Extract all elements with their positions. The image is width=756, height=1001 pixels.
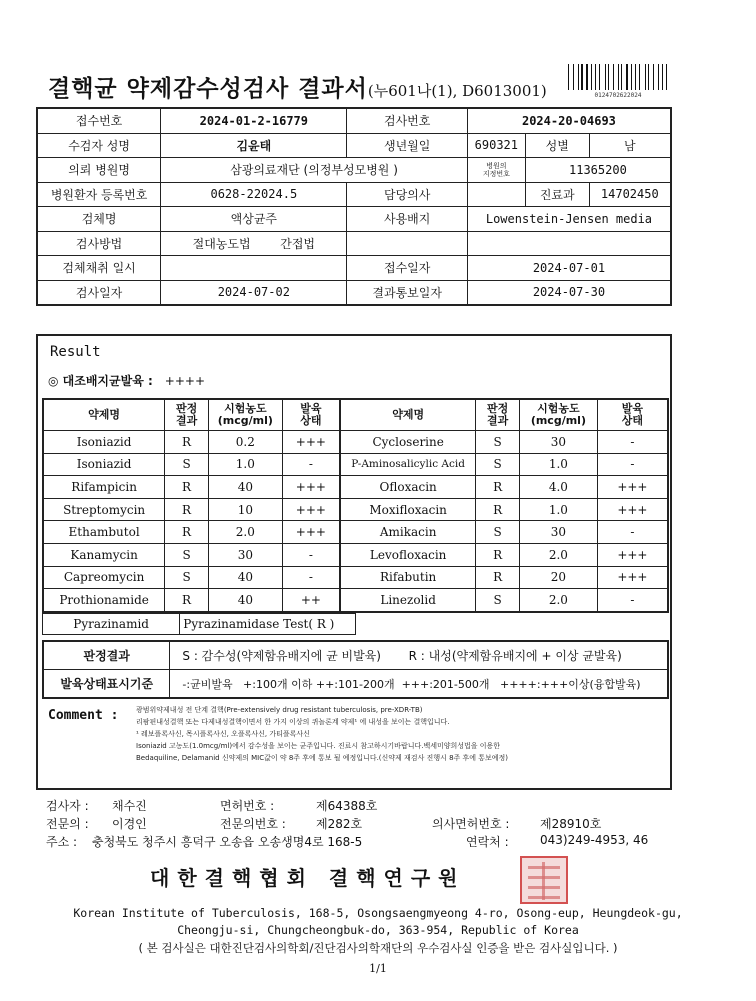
judge-values <box>170 641 668 670</box>
birth-label: 생년월일 <box>347 133 467 158</box>
doctor-label: 담당의사 <box>347 182 467 207</box>
cell-conc: 1.0 <box>208 453 282 476</box>
cell-growth: +++ <box>282 498 340 521</box>
table-row <box>43 476 668 499</box>
specimen-value: 액상균주 <box>161 207 347 232</box>
cell-judge: R <box>476 498 520 521</box>
judge-s: S : 감수성(약제함유배지에 균 비발육) <box>182 649 381 663</box>
cell-conc: 2.0 <box>520 589 598 612</box>
drug-table <box>42 398 669 613</box>
method-label: 검사방법 <box>37 231 161 256</box>
table-row <box>43 431 668 454</box>
col-drug-2: 약제명 <box>340 399 476 431</box>
control-growth <box>48 372 205 389</box>
cell-drug: Moxifloxacin <box>340 498 476 521</box>
pza-label: Pyrazinamid <box>43 614 180 635</box>
growth-std-label: 발육상태표시기준 <box>43 670 170 699</box>
cell-drug: Isoniazid <box>43 431 165 454</box>
collect-date-label: 검체채취 일시 <box>37 256 161 281</box>
control-growth-label: ◎ 대조배지균발육 : <box>48 374 153 388</box>
receipt-no-value: 2024-01-2-16779 <box>161 108 347 133</box>
cell-judge: R <box>476 476 520 499</box>
sex-label: 성별 <box>525 133 589 158</box>
cell-growth: +++ <box>282 476 340 499</box>
cell-drug: Prothionamide <box>43 589 165 612</box>
table-row <box>43 543 668 566</box>
dept-value: 14702450 <box>589 182 671 207</box>
control-growth-value: ++++ <box>164 374 205 388</box>
method-blank <box>347 231 467 256</box>
col-judge-2: 판정 결과 <box>476 399 520 431</box>
cell-drug: Levofloxacin <box>340 543 476 566</box>
comment-line-3: ¹ 레보플록사신, 목시플록사신, 오플록사신, 가티플록사신 <box>136 730 310 738</box>
specialist-name: 이경인 <box>112 817 147 831</box>
table-row <box>43 589 668 612</box>
hospital-code-label: 병원의 지정번호 <box>467 158 525 183</box>
cell-judge: S <box>165 453 209 476</box>
cell-conc: 20 <box>520 566 598 589</box>
institute-address-en-2: Cheongju-si, Chungcheongbuk-do, 363-954, Republic of Korea <box>177 923 579 937</box>
doctor-license-label: 의사면허번호 : <box>432 817 510 831</box>
cell-drug: Rifampicin <box>43 476 165 499</box>
cell-growth: - <box>282 453 340 476</box>
cell-drug: Rifabutin <box>340 566 476 589</box>
cell-judge: R <box>165 431 209 454</box>
table-row <box>43 453 668 476</box>
reg-no-label: 병원환자 등록번호 <box>37 182 161 207</box>
cell-judge: S <box>476 521 520 544</box>
cell-growth: +++ <box>597 543 668 566</box>
cell-drug: Amikacin <box>340 521 476 544</box>
comment-line-2: 리팜핀내성결핵 또는 다제내성결핵이면서 한 가지 이상의 퀴놀론계 약제¹ 에 내성을 보이는 결핵입니다. <box>136 718 450 726</box>
cell-drug: Cycloserine <box>340 431 476 454</box>
col-judge: 판정 결과 <box>165 399 209 431</box>
receive-date-value: 2024-07-01 <box>467 256 671 281</box>
birth-value: 690321 <box>467 133 525 158</box>
comment-line-5: Bedaquiline, Delamanid 신약제의 MIC값이 약 8주 후에 통보 될 예정입니다.(신약제 재검사 진행시 8주 후에 통보예정) <box>136 754 509 762</box>
hospital-code-value: 11365200 <box>525 158 671 183</box>
specimen-label: 검체명 <box>37 207 161 232</box>
cell-conc: 30 <box>520 521 598 544</box>
col-growth: 발육 상태 <box>282 399 340 431</box>
contact-label: 연락처 : <box>466 835 509 849</box>
cell-drug: Ethambutol <box>43 521 165 544</box>
doctor-value <box>467 182 525 207</box>
comment-line-4: Isoniazid 고농도(1.0mcg/ml)에서 감수성을 보이는 균주입니다. 진료시 참고하시기바랍니다.백세미양희성법을 이용한 <box>136 742 501 750</box>
table-row <box>43 566 668 589</box>
cell-growth: - <box>597 453 668 476</box>
method-value-1: 절대농도법 <box>192 236 251 251</box>
method-blank-2 <box>467 231 671 256</box>
judge-table <box>42 640 669 699</box>
cell-growth: +++ <box>597 566 668 589</box>
cell-conc: 1.0 <box>520 498 598 521</box>
report-date-value: 2024-07-30 <box>467 280 671 305</box>
collect-date-value <box>161 256 347 281</box>
cell-conc: 0.2 <box>208 431 282 454</box>
cell-drug: Isoniazid <box>43 453 165 476</box>
dept-label: 진료과 <box>525 182 589 207</box>
cell-growth: - <box>597 589 668 612</box>
table-row <box>43 521 668 544</box>
cell-growth: ++ <box>282 589 340 612</box>
col-conc-2: 시험농도 (mcg/ml) <box>520 399 598 431</box>
cell-drug: Ofloxacin <box>340 476 476 499</box>
tester-name: 채수진 <box>112 799 147 813</box>
reg-no-value: 0628-22024.5 <box>161 182 347 207</box>
cell-growth: +++ <box>597 476 668 499</box>
cell-conc: 2.0 <box>208 521 282 544</box>
growth-std-value: -:균비발육 +:100개 이하 ++:101-200개 +++:201-500개 ++++:+++이상(융합발육) <box>170 670 668 699</box>
cell-judge: S <box>476 589 520 612</box>
cell-drug: Linezolid <box>340 589 476 612</box>
cell-growth: +++ <box>282 431 340 454</box>
result-label: Result <box>50 344 101 360</box>
cell-judge: R <box>165 498 209 521</box>
receive-date-label: 접수일자 <box>347 256 467 281</box>
patient-name-label: 수검자 성명 <box>37 133 161 158</box>
cell-growth: - <box>282 543 340 566</box>
sex-value: 남 <box>589 133 671 158</box>
receipt-no-label: 접수번호 <box>37 108 161 133</box>
method-value-2: 간접법 <box>280 236 316 251</box>
cell-conc: 2.0 <box>520 543 598 566</box>
cell-conc: 10 <box>208 498 282 521</box>
report-date-label: 결과통보일자 <box>347 280 467 305</box>
cell-judge: R <box>165 521 209 544</box>
specialist-no-label: 전문의번호 : <box>220 817 286 831</box>
table-row <box>43 498 668 521</box>
cell-growth: - <box>597 431 668 454</box>
cell-judge: S <box>476 453 520 476</box>
test-date-label: 검사일자 <box>37 280 161 305</box>
specialist-no: 제282호 <box>316 817 363 831</box>
cell-judge: S <box>165 543 209 566</box>
cell-judge: R <box>476 566 520 589</box>
cell-growth: - <box>597 521 668 544</box>
specialist-label: 전문의 : <box>46 817 89 831</box>
patient-name-value: 김윤태 <box>161 133 347 158</box>
test-no-label: 검사번호 <box>347 108 467 133</box>
contact-value: 043)249-4953, 46 <box>540 833 649 847</box>
cell-growth: - <box>282 566 340 589</box>
barcode-number: 0124702622024 <box>594 92 642 99</box>
certification-note: ( 본 검사실은 대한진단검사의학회/진단검사의학재단의 우수검사실 인증을 받은 검사실입니다. ) <box>138 941 618 955</box>
page-number: 1/1 <box>369 962 387 975</box>
cell-drug: Capreomycin <box>43 566 165 589</box>
judge-r: R : 내성(약제함유배지에 + 이상 균발육) <box>408 649 622 663</box>
col-conc: 시험농도 (mcg/ml) <box>208 399 282 431</box>
cell-conc: 40 <box>208 476 282 499</box>
comment-label: Comment : <box>48 708 119 723</box>
cell-judge: S <box>476 431 520 454</box>
cell-conc: 40 <box>208 589 282 612</box>
col-drug: 약제명 <box>43 399 165 431</box>
test-date-value: 2024-07-02 <box>161 280 347 305</box>
official-seal <box>520 856 568 904</box>
title-text: 결핵균 약제감수성검사 결과서 <box>48 75 368 102</box>
cell-drug: Streptomycin <box>43 498 165 521</box>
cell-judge: R <box>165 589 209 612</box>
comment-line-1: 광범위약제내성 전 단계 결핵(Pre-extensively drug resistant tuberculosis, pre-XDR-TB) <box>136 706 423 714</box>
cell-conc: 30 <box>208 543 282 566</box>
cell-drug: P-Aminosalicylic Acid <box>340 453 476 476</box>
cell-growth: +++ <box>597 498 668 521</box>
address-label: 주소 : <box>46 835 78 849</box>
document-title <box>48 70 547 103</box>
title-code: (누601나(1), D6013001) <box>367 82 547 100</box>
license-no: 제64388호 <box>316 799 378 813</box>
method-value <box>161 231 347 256</box>
medium-value: Lowenstein-Jensen media <box>467 207 671 232</box>
license-label: 면허번호 : <box>220 799 275 813</box>
cell-conc: 4.0 <box>520 476 598 499</box>
cell-judge: R <box>165 476 209 499</box>
cell-judge: R <box>476 543 520 566</box>
hospital-label: 의뢰 병원명 <box>37 158 161 183</box>
institute-address-en-1: Korean Institute of Tuberculosis, 168-5, Osongsaengmyeong 4-ro, Osong-eup, Heungdeok-gu, <box>73 906 683 920</box>
cell-conc: 1.0 <box>520 453 598 476</box>
tester-label: 검사자 : <box>46 799 89 813</box>
cell-drug: Kanamycin <box>43 543 165 566</box>
cell-conc: 30 <box>520 431 598 454</box>
pza-value: Pyrazinamidase Test( R ) <box>180 614 356 635</box>
cell-conc: 40 <box>208 566 282 589</box>
barcode <box>568 64 668 90</box>
cell-growth: +++ <box>282 521 340 544</box>
hospital-value: 삼광의료재단 (의정부성모병원 ) <box>161 158 468 183</box>
doctor-license-no: 제28910호 <box>540 817 602 831</box>
col-growth-2: 발육 상태 <box>597 399 668 431</box>
institute-name-ko: 대한결핵협회 결핵연구원 <box>150 866 466 890</box>
header-table <box>36 107 672 306</box>
pyrazinamid-table <box>42 613 356 635</box>
address-value: 충청북도 청주시 흥덕구 오송읍 오송생명4로 168-5 <box>92 835 363 849</box>
cell-judge: S <box>165 566 209 589</box>
medium-label: 사용배지 <box>347 207 467 232</box>
test-no-value: 2024-20-04693 <box>467 108 671 133</box>
judge-label: 판정결과 <box>43 641 170 670</box>
